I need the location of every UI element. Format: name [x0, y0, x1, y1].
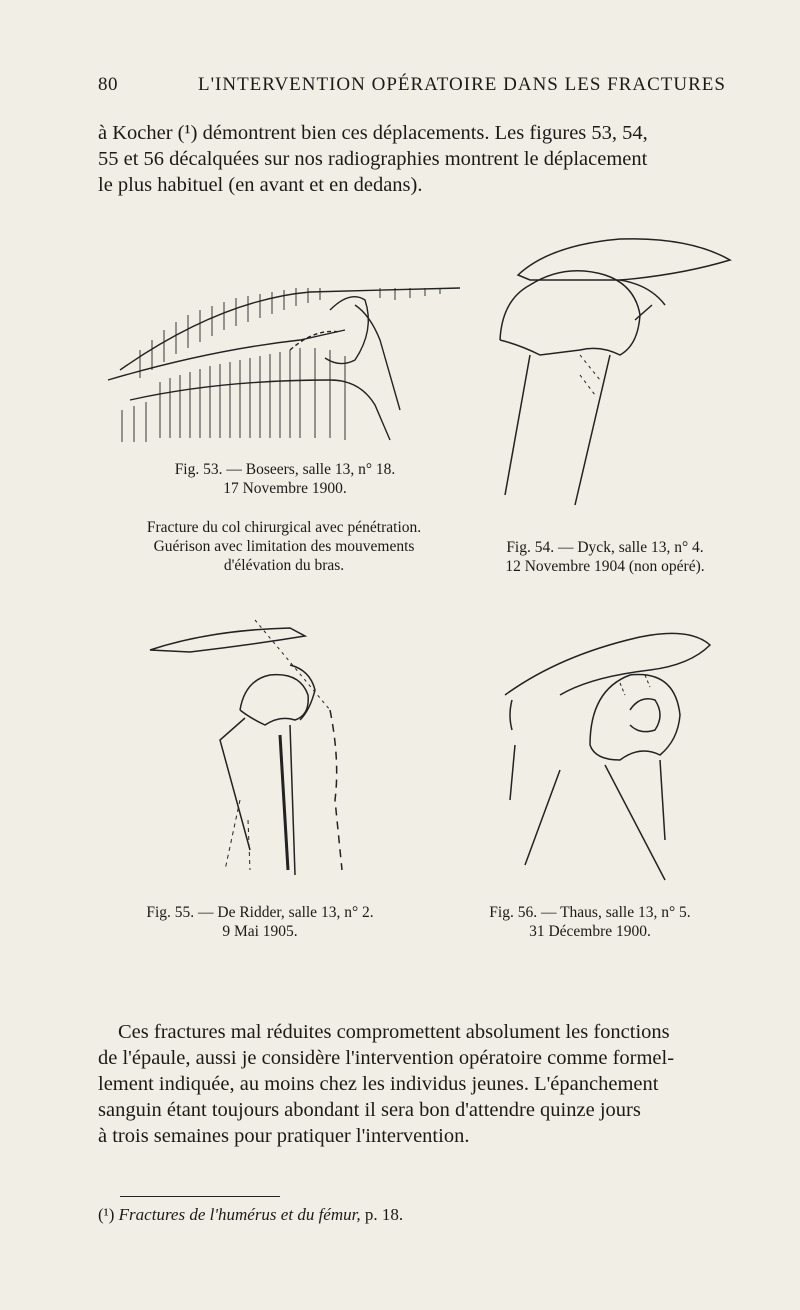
running-title: L'INTERVENTION OPÉRATOIRE DANS LES FRACTURES: [198, 74, 726, 95]
paragraph-intro: [98, 120, 734, 198]
caption-line: 9 Mai 1905.: [222, 923, 298, 940]
text-line: 55 et 56 décalquées sur nos radiographies montrent le déplacement: [98, 148, 648, 170]
footnote-page: p. 18.: [364, 1205, 404, 1224]
caption-line: Fig. 54. — Dyck, salle 13, n° 4.: [506, 539, 704, 556]
text-line: de l'épaule, aussi je considère l'intervention opératoire comme formel-: [98, 1047, 675, 1069]
paragraph-conclusion: [98, 1019, 734, 1149]
figure-54-drawing: [470, 225, 740, 535]
figure-54-caption: [470, 538, 740, 576]
text-line: lement indiquée, au moins chez les individus jeunes. L'épanchement: [98, 1073, 659, 1095]
caption-line: Fig. 53. — Boseers, salle 13, n° 18.: [174, 461, 396, 478]
caption-line: 31 Décembre 1900.: [529, 923, 651, 940]
text-line: à Kocher (¹) démontrent bien ces déplacements. Les figures 53, 54,: [98, 122, 648, 144]
footnote-title: Fractures de l'humérus et du fémur,: [118, 1205, 361, 1224]
figure-55-caption: [90, 903, 430, 941]
caption-line: Fig. 55. — De Ridder, salle 13, n° 2.: [146, 904, 374, 921]
caption-line: d'élévation du bras.: [223, 557, 345, 574]
caption-line: 17 Novembre 1900.: [223, 480, 347, 497]
figure-55-drawing: [130, 600, 380, 890]
caption-line: Fracture du col chirurgical avec pénétration.: [146, 519, 422, 536]
footnote: [98, 1204, 403, 1226]
caption-line: Guérison avec limitation des mouvements: [153, 538, 415, 555]
caption-line: 12 Novembre 1904 (non opéré).: [505, 558, 705, 575]
page-number: 80: [98, 74, 118, 95]
figure-56-caption: [440, 903, 740, 941]
caption-line: Fig. 56. — Thaus, salle 13, n° 5.: [489, 904, 691, 921]
text-line: Ces fractures mal réduites compromettent absolument les fonctions: [118, 1021, 670, 1043]
text-line: le plus habituel (en avant et en dedans).: [98, 174, 423, 196]
footnote-rule: [120, 1196, 280, 1197]
figure-53-description: [98, 518, 470, 575]
figure-56-drawing: [500, 615, 740, 900]
figure-53-caption: [100, 460, 470, 498]
text-line: sanguin étant toujours abondant il sera bon d'attendre quinze jours: [98, 1099, 641, 1121]
figure-53-drawing: [100, 270, 470, 450]
footnote-marker: (¹): [98, 1205, 115, 1224]
text-line: à trois semaines pour pratiquer l'intervention.: [98, 1125, 470, 1147]
running-header: [98, 74, 758, 98]
